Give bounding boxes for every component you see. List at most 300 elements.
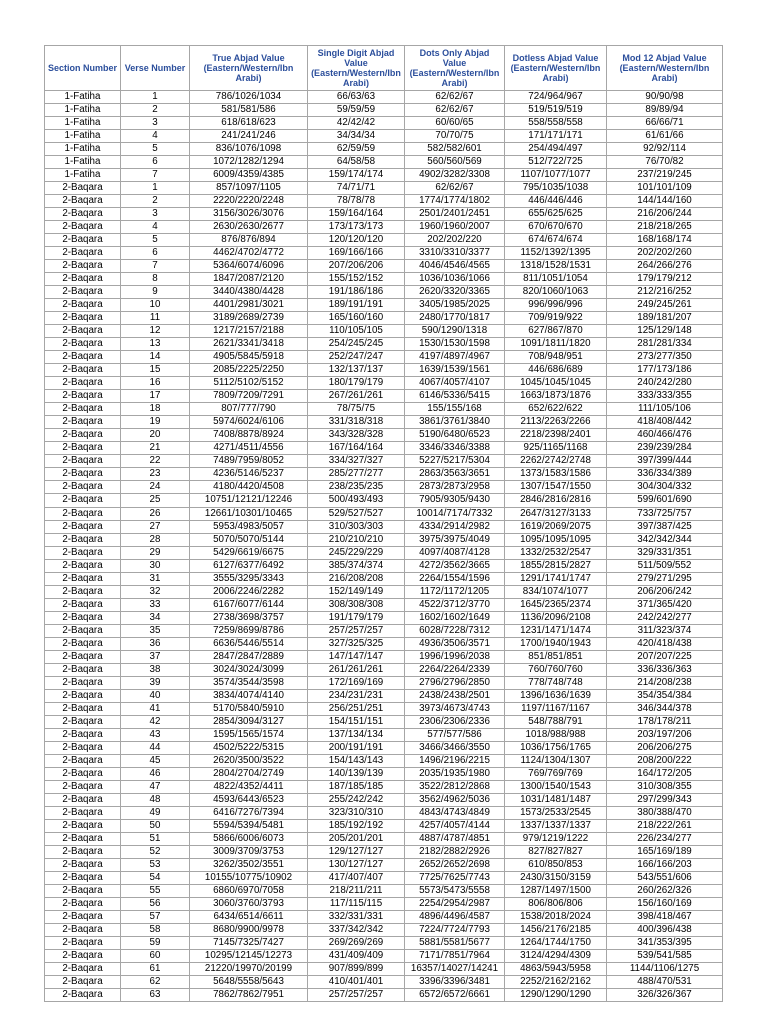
mod-12-abjad-value-cell: 240/242/280: [607, 377, 723, 390]
section-number-cell: 2-Baqara: [45, 807, 121, 820]
section-number-cell: 2-Baqara: [45, 221, 121, 234]
true-abjad-value-cell: 12661/10301/10465: [190, 508, 308, 521]
section-number-cell: 2-Baqara: [45, 677, 121, 690]
verse-number-cell: 25: [121, 494, 190, 507]
single-digit-abjad-value-cell: 110/105/105: [308, 325, 405, 338]
true-abjad-value-cell: 2804/2704/2749: [190, 768, 308, 781]
true-abjad-value-cell: 21220/19970/20199: [190, 963, 308, 976]
dotless-abjad-value-cell: 1855/2815/2827: [505, 560, 607, 573]
column-header-text: (Eastern/Western/Ibn: [409, 68, 500, 78]
mod-12-abjad-value-cell: 326/326/367: [607, 989, 723, 1002]
dots-only-abjad-value-cell: 155/155/168: [405, 403, 505, 416]
section-number-cell: 2-Baqara: [45, 312, 121, 325]
single-digit-abjad-value-cell: 907/899/899: [308, 963, 405, 976]
verse-number-cell: 53: [121, 859, 190, 872]
dotless-abjad-value-cell: 1290/1290/1290: [505, 989, 607, 1002]
true-abjad-value-cell: 5594/5394/5481: [190, 820, 308, 833]
mod-12-abjad-value-cell: 371/365/420: [607, 599, 723, 612]
verse-number-cell: 41: [121, 703, 190, 716]
dotless-abjad-value-cell: 1456/2176/2185: [505, 924, 607, 937]
single-digit-abjad-value-cell: 59/59/59: [308, 104, 405, 117]
section-number-cell: 2-Baqara: [45, 664, 121, 677]
section-number-cell: 2-Baqara: [45, 260, 121, 273]
section-number-cell: 2-Baqara: [45, 924, 121, 937]
dots-only-abjad-value-cell: 1602/1602/1649: [405, 612, 505, 625]
dotless-abjad-value-cell: 1264/1744/1750: [505, 937, 607, 950]
verse-number-cell: 5: [121, 234, 190, 247]
mod-12-abjad-value-cell: 264/266/276: [607, 260, 723, 273]
verse-number-cell: 57: [121, 911, 190, 924]
mod-12-abjad-value-cell: 273/277/350: [607, 351, 723, 364]
single-digit-abjad-value-cell: 167/164/164: [308, 442, 405, 455]
column-header-text: Arabi): [441, 78, 468, 88]
verse-number-cell: 63: [121, 989, 190, 1002]
verse-number-cell: 7: [121, 169, 190, 182]
verse-number-cell: 35: [121, 625, 190, 638]
dotless-abjad-value-cell: 2846/2816/2816: [505, 494, 607, 507]
true-abjad-value-cell: 5953/4983/5057: [190, 521, 308, 534]
single-digit-abjad-value-cell: 147/147/147: [308, 651, 405, 664]
true-abjad-value-cell: 7145/7325/7427: [190, 937, 308, 950]
dotless-abjad-value-cell: 1197/1167/1167: [505, 703, 607, 716]
single-digit-abjad-value-cell: 154/143/143: [308, 755, 405, 768]
dotless-abjad-value-cell: 2218/2398/2401: [505, 429, 607, 442]
section-number-cell: 2-Baqara: [45, 521, 121, 534]
section-number-cell: 2-Baqara: [45, 833, 121, 846]
section-number-cell: 1-Fatiha: [45, 169, 121, 182]
mod-12-abjad-value-cell: 599/601/690: [607, 494, 723, 507]
section-number-cell: 2-Baqara: [45, 625, 121, 638]
mod-12-abjad-value-cell: 336/336/363: [607, 664, 723, 677]
dots-only-abjad-value-cell: 3973/4673/4743: [405, 703, 505, 716]
true-abjad-value-cell: 2847/2847/2889: [190, 651, 308, 664]
single-digit-abjad-value-cell: 169/166/166: [308, 247, 405, 260]
dotless-abjad-value-cell: 548/788/791: [505, 716, 607, 729]
verse-number-cell: 45: [121, 755, 190, 768]
verse-number-cell: 59: [121, 937, 190, 950]
true-abjad-value-cell: 10295/12145/12273: [190, 950, 308, 963]
verse-number-cell: 1: [121, 91, 190, 104]
single-digit-abjad-value-cell: 154/151/151: [308, 716, 405, 729]
single-digit-abjad-value-cell: 261/261/261: [308, 664, 405, 677]
mod-12-abjad-value-column-header: [607, 46, 723, 91]
true-abjad-value-cell: 5364/6074/6096: [190, 260, 308, 273]
dotless-abjad-value-cell: 820/1060/1063: [505, 286, 607, 299]
dots-only-abjad-value-cell: 2264/1554/1596: [405, 573, 505, 586]
dotless-abjad-value-cell: 1332/2532/2547: [505, 547, 607, 560]
dots-only-abjad-value-cell: 62/62/67: [405, 104, 505, 117]
section-number-cell: 2-Baqara: [45, 429, 121, 442]
single-digit-abjad-value-cell: 529/527/527: [308, 508, 405, 521]
dotless-abjad-value-cell: 558/558/558: [505, 117, 607, 130]
single-digit-abjad-value-cell: 245/229/229: [308, 547, 405, 560]
section-number-cell: 2-Baqara: [45, 234, 121, 247]
dots-only-abjad-value-cell: 7725/7625/7743: [405, 872, 505, 885]
section-number-cell: 2-Baqara: [45, 898, 121, 911]
single-digit-abjad-value-cell: 152/149/149: [308, 586, 405, 599]
single-digit-abjad-value-cell: 500/493/493: [308, 494, 405, 507]
section-number-cell: 2-Baqara: [45, 351, 121, 364]
dots-only-abjad-value-cell: 4936/3506/3571: [405, 638, 505, 651]
true-abjad-value-cell: 241/241/246: [190, 130, 308, 143]
dots-only-abjad-value-cell: 4334/2914/2982: [405, 521, 505, 534]
column-header-text: Arabi): [542, 73, 569, 83]
single-digit-abjad-value-cell: 187/185/185: [308, 781, 405, 794]
single-digit-abjad-value-cell: 269/269/269: [308, 937, 405, 950]
single-digit-abjad-value-cell: 252/247/247: [308, 351, 405, 364]
mod-12-abjad-value-cell: 144/144/160: [607, 195, 723, 208]
single-digit-abjad-value-cell: 189/191/191: [308, 299, 405, 312]
true-abjad-value-cell: 3060/3760/3793: [190, 898, 308, 911]
dots-only-abjad-value-cell: 3346/3346/3388: [405, 442, 505, 455]
dotless-abjad-value-cell: 1300/1540/1543: [505, 781, 607, 794]
dotless-abjad-value-cell: 811/1051/1054: [505, 273, 607, 286]
dots-only-abjad-value-cell: 1496/2196/2215: [405, 755, 505, 768]
mod-12-abjad-value-cell: 76/70/82: [607, 156, 723, 169]
mod-12-abjad-value-cell: 66/66/71: [607, 117, 723, 130]
dots-only-abjad-value-cell: 2863/3563/3651: [405, 468, 505, 481]
dots-only-abjad-value-cell: 1172/1172/1205: [405, 586, 505, 599]
mod-12-abjad-value-cell: 61/61/66: [607, 130, 723, 143]
verse-number-cell: 6: [121, 156, 190, 169]
dots-only-abjad-value-cell: 2620/3320/3365: [405, 286, 505, 299]
section-number-cell: 2-Baqara: [45, 976, 121, 989]
single-digit-abjad-value-cell: 267/261/261: [308, 390, 405, 403]
column-header-text: (Eastern/Western/Ibn: [510, 63, 601, 73]
section-number-cell: 2-Baqara: [45, 690, 121, 703]
true-abjad-value-cell: 6860/6970/7058: [190, 885, 308, 898]
single-digit-abjad-value-cell: 74/71/71: [308, 182, 405, 195]
true-abjad-value-cell: 1072/1282/1294: [190, 156, 308, 169]
section-number-cell: 2-Baqara: [45, 742, 121, 755]
true-abjad-value-cell: 2854/3094/3127: [190, 716, 308, 729]
mod-12-abjad-value-cell: 226/234/277: [607, 833, 723, 846]
mod-12-abjad-value-cell: 89/89/94: [607, 104, 723, 117]
verse-number-cell: 16: [121, 377, 190, 390]
dotless-abjad-value-cell: 1107/1077/1077: [505, 169, 607, 182]
verse-number-cell: 50: [121, 820, 190, 833]
section-number-cell: 2-Baqara: [45, 638, 121, 651]
true-abjad-value-cell: 4401/2981/3021: [190, 299, 308, 312]
verse-number-cell: 15: [121, 364, 190, 377]
mod-12-abjad-value-cell: 177/173/186: [607, 364, 723, 377]
dotless-abjad-value-cell: 1307/1547/1550: [505, 481, 607, 494]
verse-number-cell: 61: [121, 963, 190, 976]
single-digit-abjad-value-cell: 66/63/63: [308, 91, 405, 104]
true-abjad-value-cell: 3555/3295/3343: [190, 573, 308, 586]
true-abjad-value-cell: 5974/6024/6106: [190, 416, 308, 429]
true-abjad-value-cell: 2621/3341/3418: [190, 338, 308, 351]
mod-12-abjad-value-cell: 304/304/332: [607, 481, 723, 494]
section-number-column-header: [45, 46, 121, 91]
single-digit-abjad-value-cell: 62/59/59: [308, 143, 405, 156]
section-number-cell: 2-Baqara: [45, 846, 121, 859]
mod-12-abjad-value-cell: 397/387/425: [607, 521, 723, 534]
section-number-cell: 2-Baqara: [45, 872, 121, 885]
section-number-cell: 2-Baqara: [45, 703, 121, 716]
dotless-abjad-value-cell: 1318/1528/1531: [505, 260, 607, 273]
dotless-abjad-value-cell: 1136/2096/2108: [505, 612, 607, 625]
dots-only-abjad-value-cell: 4843/4743/4849: [405, 807, 505, 820]
dots-only-abjad-value-cell: 2254/2954/2987: [405, 898, 505, 911]
mod-12-abjad-value-cell: 511/509/552: [607, 560, 723, 573]
verse-number-cell: 51: [121, 833, 190, 846]
dots-only-abjad-value-cell: 4097/4087/4128: [405, 547, 505, 560]
single-digit-abjad-value-cell: 132/137/137: [308, 364, 405, 377]
true-abjad-value-cell: 6416/7276/7394: [190, 807, 308, 820]
section-number-cell: 2-Baqara: [45, 885, 121, 898]
dots-only-abjad-value-column-header: [405, 46, 505, 91]
mod-12-abjad-value-cell: 260/262/326: [607, 885, 723, 898]
mod-12-abjad-value-cell: 281/281/334: [607, 338, 723, 351]
section-number-cell: 2-Baqara: [45, 547, 121, 560]
dotless-abjad-value-cell: 254/494/497: [505, 143, 607, 156]
verse-number-cell: 2: [121, 195, 190, 208]
dotless-abjad-value-cell: 925/1165/1168: [505, 442, 607, 455]
section-number-cell: 2-Baqara: [45, 247, 121, 260]
mod-12-abjad-value-cell: 189/181/207: [607, 312, 723, 325]
dots-only-abjad-value-cell: 5190/6480/6523: [405, 429, 505, 442]
mod-12-abjad-value-cell: 214/208/238: [607, 677, 723, 690]
section-number-cell: 2-Baqara: [45, 534, 121, 547]
verse-number-cell: 39: [121, 677, 190, 690]
dots-only-abjad-value-cell: 1639/1539/1561: [405, 364, 505, 377]
verse-number-cell: 56: [121, 898, 190, 911]
dotless-abjad-value-cell: 1231/1471/1474: [505, 625, 607, 638]
single-digit-abjad-value-column-header: [308, 46, 405, 91]
dotless-abjad-value-cell: 996/996/996: [505, 299, 607, 312]
single-digit-abjad-value-cell: 310/303/303: [308, 521, 405, 534]
dots-only-abjad-value-cell: 3975/3975/4049: [405, 534, 505, 547]
verse-number-cell: 34: [121, 612, 190, 625]
verse-number-column-header: [121, 46, 190, 91]
section-number-cell: 2-Baqara: [45, 859, 121, 872]
dotless-abjad-value-cell: 1287/1497/1500: [505, 885, 607, 898]
mod-12-abjad-value-cell: 1144/1106/1275: [607, 963, 723, 976]
dots-only-abjad-value-cell: 2438/2438/2501: [405, 690, 505, 703]
section-number-cell: 2-Baqara: [45, 442, 121, 455]
verse-number-cell: 47: [121, 781, 190, 794]
verse-number-cell: 2: [121, 104, 190, 117]
dots-only-abjad-value-cell: 1530/1530/1598: [405, 338, 505, 351]
verse-number-cell: 31: [121, 573, 190, 586]
mod-12-abjad-value-cell: 125/129/148: [607, 325, 723, 338]
verse-number-cell: 3: [121, 117, 190, 130]
verse-number-cell: 30: [121, 560, 190, 573]
dotless-abjad-value-cell: 2647/3127/3133: [505, 508, 607, 521]
true-abjad-value-cell: 1595/1565/1574: [190, 729, 308, 742]
mod-12-abjad-value-cell: 92/92/114: [607, 143, 723, 156]
dots-only-abjad-value-cell: 577/577/586: [405, 729, 505, 742]
true-abjad-value-cell: 5070/5070/5144: [190, 534, 308, 547]
true-abjad-value-cell: 6009/4359/4385: [190, 169, 308, 182]
section-number-cell: 2-Baqara: [45, 612, 121, 625]
true-abjad-value-cell: 6127/6377/6492: [190, 560, 308, 573]
mod-12-abjad-value-cell: 242/242/277: [607, 612, 723, 625]
section-number-cell: 2-Baqara: [45, 403, 121, 416]
dots-only-abjad-value-cell: 2796/2796/2850: [405, 677, 505, 690]
dots-only-abjad-value-cell: 2480/1770/1817: [405, 312, 505, 325]
verse-number-cell: 14: [121, 351, 190, 364]
mod-12-abjad-value-cell: 341/353/395: [607, 937, 723, 950]
dotless-abjad-value-cell: 446/686/689: [505, 364, 607, 377]
dotless-abjad-value-cell: 708/948/951: [505, 351, 607, 364]
section-number-cell: 2-Baqara: [45, 494, 121, 507]
column-header-text: (Eastern/Western/Ibn: [619, 63, 710, 73]
mod-12-abjad-value-cell: 178/178/211: [607, 716, 723, 729]
single-digit-abjad-value-cell: 257/257/257: [308, 625, 405, 638]
verse-number-cell: 4: [121, 221, 190, 234]
true-abjad-value-cell: 4502/5222/5315: [190, 742, 308, 755]
dots-only-abjad-value-cell: 2652/2652/2698: [405, 859, 505, 872]
dotless-abjad-value-cell: 446/446/446: [505, 195, 607, 208]
dots-only-abjad-value-cell: 2182/2882/2926: [405, 846, 505, 859]
mod-12-abjad-value-cell: 216/206/244: [607, 208, 723, 221]
dotless-abjad-value-cell: 834/1074/1077: [505, 586, 607, 599]
true-abjad-value-cell: 3024/3024/3099: [190, 664, 308, 677]
section-number-cell: 2-Baqara: [45, 755, 121, 768]
single-digit-abjad-value-cell: 385/374/374: [308, 560, 405, 573]
section-number-cell: 2-Baqara: [45, 377, 121, 390]
dotless-abjad-value-cell: 778/748/748: [505, 677, 607, 690]
dots-only-abjad-value-cell: 3522/2812/2868: [405, 781, 505, 794]
section-number-cell: 2-Baqara: [45, 573, 121, 586]
single-digit-abjad-value-cell: 256/251/251: [308, 703, 405, 716]
dotless-abjad-value-cell: 627/867/870: [505, 325, 607, 338]
section-number-cell: 2-Baqara: [45, 820, 121, 833]
dots-only-abjad-value-cell: 3310/3310/3377: [405, 247, 505, 260]
dotless-abjad-value-cell: 1124/1304/1307: [505, 755, 607, 768]
verse-number-cell: 1: [121, 182, 190, 195]
mod-12-abjad-value-cell: 354/354/384: [607, 690, 723, 703]
true-abjad-value-cell: 2620/3500/3522: [190, 755, 308, 768]
dots-only-abjad-value-cell: 3562/4962/5036: [405, 794, 505, 807]
mod-12-abjad-value-cell: 310/308/355: [607, 781, 723, 794]
true-abjad-value-cell: 5429/6619/6675: [190, 547, 308, 560]
dots-only-abjad-value-cell: 7224/7724/7793: [405, 924, 505, 937]
single-digit-abjad-value-cell: 254/245/245: [308, 338, 405, 351]
dots-only-abjad-value-cell: 3396/3396/3481: [405, 976, 505, 989]
dots-only-abjad-value-cell: 4067/4057/4107: [405, 377, 505, 390]
true-abjad-value-cell: 4822/4352/4411: [190, 781, 308, 794]
single-digit-abjad-value-cell: 42/42/42: [308, 117, 405, 130]
verse-number-cell: 27: [121, 521, 190, 534]
dots-only-abjad-value-cell: 62/62/67: [405, 182, 505, 195]
dotless-abjad-value-cell: 519/519/519: [505, 104, 607, 117]
verse-number-cell: 20: [121, 429, 190, 442]
dots-only-abjad-value-cell: 4887/4787/4851: [405, 833, 505, 846]
mod-12-abjad-value-cell: 342/342/344: [607, 534, 723, 547]
dots-only-abjad-value-cell: 7171/7851/7964: [405, 950, 505, 963]
mod-12-abjad-value-cell: 239/239/284: [607, 442, 723, 455]
column-header-text: Arabi): [235, 73, 262, 83]
dots-only-abjad-value-cell: 582/582/601: [405, 143, 505, 156]
verse-number-cell: 4: [121, 130, 190, 143]
single-digit-abjad-value-cell: 159/164/164: [308, 208, 405, 221]
dots-only-abjad-value-cell: 560/560/569: [405, 156, 505, 169]
mod-12-abjad-value-cell: 543/551/606: [607, 872, 723, 885]
verse-number-cell: 58: [121, 924, 190, 937]
true-abjad-value-cell: 6167/6077/6144: [190, 599, 308, 612]
verse-number-cell: 42: [121, 716, 190, 729]
dots-only-abjad-value-cell: 6572/6572/6661: [405, 989, 505, 1002]
mod-12-abjad-value-cell: 111/105/106: [607, 403, 723, 416]
section-number-cell: 2-Baqara: [45, 182, 121, 195]
section-number-cell: 2-Baqara: [45, 651, 121, 664]
dotless-abjad-value-cell: 769/769/769: [505, 768, 607, 781]
dotless-abjad-value-cell: 512/722/725: [505, 156, 607, 169]
true-abjad-value-cell: 3189/2689/2739: [190, 312, 308, 325]
section-number-cell: 2-Baqara: [45, 963, 121, 976]
verse-number-cell: 18: [121, 403, 190, 416]
dots-only-abjad-value-cell: 4896/4496/4587: [405, 911, 505, 924]
true-abjad-value-cell: 6434/6514/6611: [190, 911, 308, 924]
dotless-abjad-value-cell: 171/171/171: [505, 130, 607, 143]
true-abjad-value-cell: 10155/10775/10902: [190, 872, 308, 885]
dotless-abjad-value-cell: 1095/1095/1095: [505, 534, 607, 547]
verse-number-cell: 10: [121, 299, 190, 312]
dotless-abjad-value-cell: 1091/1811/1820: [505, 338, 607, 351]
dotless-abjad-value-cell: 1373/1583/1586: [505, 468, 607, 481]
section-number-cell: 2-Baqara: [45, 599, 121, 612]
true-abjad-value-cell: 4462/4702/4772: [190, 247, 308, 260]
dots-only-abjad-value-cell: 2501/2401/2451: [405, 208, 505, 221]
verse-number-cell: 3: [121, 208, 190, 221]
dotless-abjad-value-cell: 827/827/827: [505, 846, 607, 859]
dots-only-abjad-value-cell: 3405/1985/2025: [405, 299, 505, 312]
true-abjad-value-cell: 7408/8878/8924: [190, 429, 308, 442]
verse-number-cell: 55: [121, 885, 190, 898]
section-number-cell: 2-Baqara: [45, 716, 121, 729]
dotless-abjad-value-cell: 724/964/967: [505, 91, 607, 104]
mod-12-abjad-value-cell: 733/725/757: [607, 508, 723, 521]
true-abjad-value-cell: 5112/5102/5152: [190, 377, 308, 390]
section-number-cell: 2-Baqara: [45, 455, 121, 468]
verse-number-cell: 9: [121, 286, 190, 299]
verse-number-cell: 52: [121, 846, 190, 859]
true-abjad-value-cell: 5170/5840/5910: [190, 703, 308, 716]
true-abjad-value-cell: 3574/3544/3598: [190, 677, 308, 690]
single-digit-abjad-value-cell: 137/134/134: [308, 729, 405, 742]
column-header-text: Section Number: [47, 63, 117, 73]
mod-12-abjad-value-cell: 156/160/169: [607, 898, 723, 911]
dots-only-abjad-value-cell: 590/1290/1318: [405, 325, 505, 338]
dots-only-abjad-value-cell: 70/70/75: [405, 130, 505, 143]
true-abjad-value-cell: 3440/4380/4428: [190, 286, 308, 299]
verse-number-cell: 49: [121, 807, 190, 820]
section-number-cell: 2-Baqara: [45, 937, 121, 950]
verse-number-cell: 19: [121, 416, 190, 429]
mod-12-abjad-value-cell: 101/101/109: [607, 182, 723, 195]
column-header-text: Value: [344, 58, 368, 68]
mod-12-abjad-value-cell: 179/179/212: [607, 273, 723, 286]
single-digit-abjad-value-cell: 191/179/179: [308, 612, 405, 625]
section-number-cell: 2-Baqara: [45, 508, 121, 521]
mod-12-abjad-value-cell: 336/334/389: [607, 468, 723, 481]
verse-number-cell: 22: [121, 455, 190, 468]
dotless-abjad-value-column-header: [505, 46, 607, 91]
section-number-cell: 2-Baqara: [45, 950, 121, 963]
dots-only-abjad-value-cell: 4522/3712/3770: [405, 599, 505, 612]
true-abjad-value-cell: 4593/6443/6523: [190, 794, 308, 807]
mod-12-abjad-value-cell: 208/200/222: [607, 755, 723, 768]
true-abjad-value-cell: 7809/7209/7291: [190, 390, 308, 403]
dotless-abjad-value-cell: 1700/1940/1943: [505, 638, 607, 651]
dotless-abjad-value-cell: 1291/1741/1747: [505, 573, 607, 586]
column-header-text: Dots Only Abjad: [419, 48, 490, 58]
section-number-cell: 2-Baqara: [45, 364, 121, 377]
verse-number-cell: 11: [121, 312, 190, 325]
